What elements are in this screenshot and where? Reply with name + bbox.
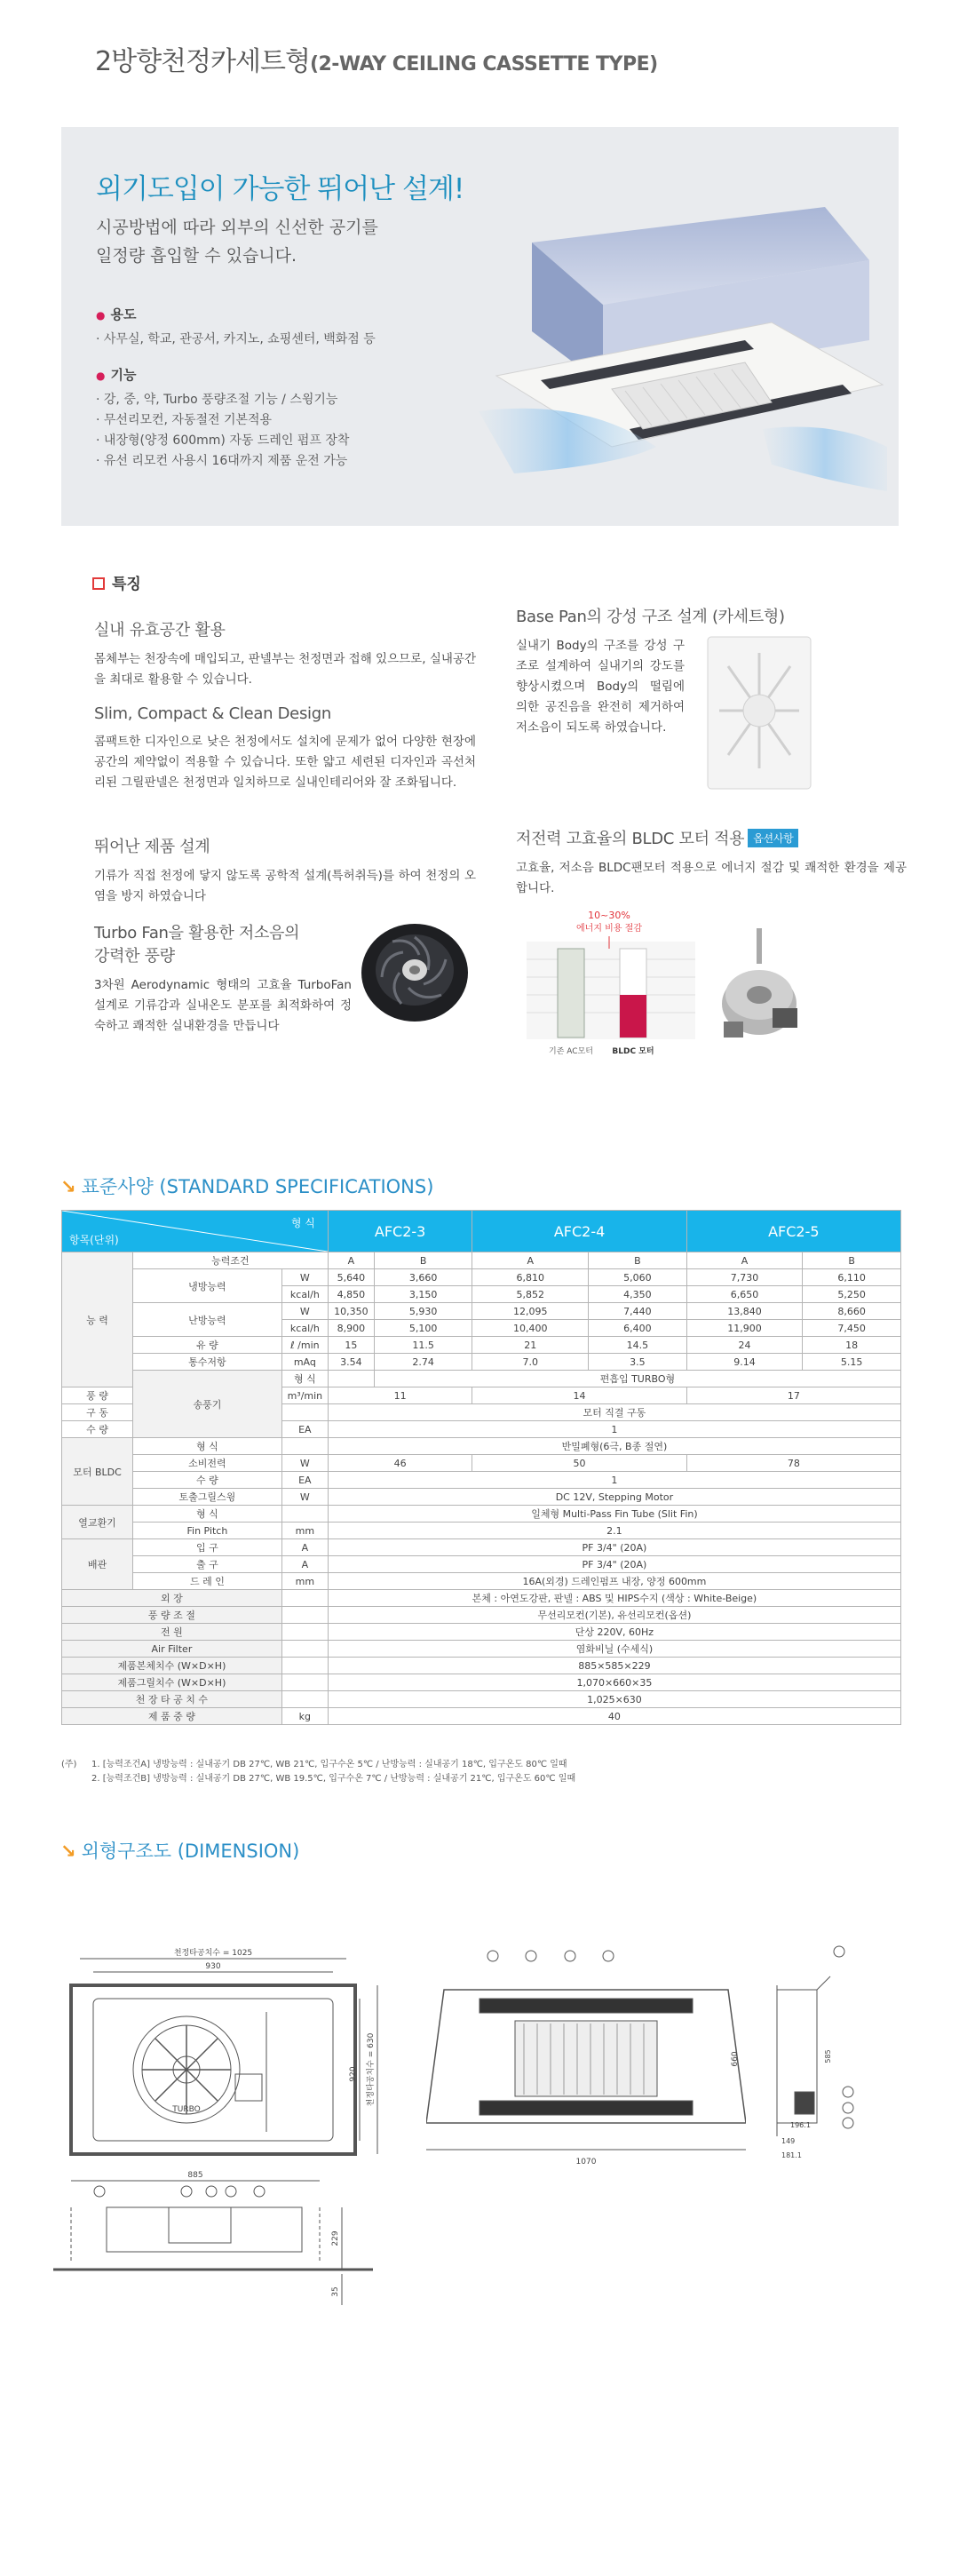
table-row: Air Filter 염화비닐 (수세식) — [62, 1641, 901, 1658]
table-row: 유 량 ℓ /min 15 11.5 21 14.5 24 18 — [62, 1337, 901, 1354]
hero-headline: 외기도입이 가능한 뛰어난 설계! — [96, 173, 464, 205]
feature-title: 저전력 고효율의 BLDC 모터 적용 옵션사항 — [516, 826, 907, 849]
model-header: AFC2-3 — [328, 1211, 472, 1252]
cassette-unit-image — [479, 207, 887, 509]
arrow-icon: ↘ — [60, 1176, 76, 1197]
feature-design — [94, 704, 476, 793]
bar-bldc-motor — [620, 995, 646, 1038]
spec-heading: ↘ 표준사양 (STANDARD SPECIFICATIONS) — [60, 1176, 434, 1197]
page-title-main: 2방향천정카세트형 — [95, 46, 310, 77]
spec-table — [61, 1210, 901, 1725]
bar-label-ac: 기존 AC모터 — [549, 1047, 593, 1056]
table-row: 소비전력 W 46 50 78 — [62, 1455, 901, 1472]
label-920: 920 — [349, 2066, 358, 2082]
label-885: 885 — [187, 2171, 203, 2180]
table-row: 제 품 중 량 kg 40 — [62, 1708, 901, 1725]
table-corner: 형 식 항목(단위) — [62, 1211, 329, 1252]
table-row: 모터 BLDC 형 식 반밀폐형(6극, B종 절연) — [62, 1438, 901, 1455]
table-row: 전 원 단상 220V, 60Hz — [62, 1624, 901, 1641]
table-row: 송풍기 형 식 편흡입 TURBO형 — [62, 1371, 901, 1387]
table-row: 냉방능력 W 5,640 3,660 6,810 5,060 7,730 6,110 — [62, 1269, 901, 1286]
table-row: 출 구 A PF 3/4" (20A) — [62, 1556, 901, 1573]
function-item: · 내장형(양정 600mm) 자동 드레인 펌프 장착 — [96, 433, 350, 448]
energy-saving-chart — [522, 906, 700, 1061]
callout-percent: 10~30% — [588, 910, 630, 921]
feature-engineering — [94, 834, 476, 907]
table-row: 풍 량 조 절 무선리모컨(기본), 유선리모컨(옵션) — [62, 1607, 901, 1624]
hero-desc-line-1: 시공방법에 따라 외부의 신선한 공기를 — [96, 218, 378, 237]
label-196: 196.1 — [790, 2121, 811, 2129]
note-2: 2. [능력조건B] 냉방능력 : 실내공기 DB 27℃, WB 19.5℃, 입구수온 7℃ / 난방능력 : 실내공기 21℃, 입구온도 60℃ 일때 — [91, 1774, 576, 1784]
table-row: 풍 량 m³/min 11 14 17 — [62, 1387, 901, 1404]
page-title — [95, 39, 658, 78]
function-item: · 강, 중, 약, Turbo 풍량조절 기능 / 스윙기능 — [96, 393, 338, 407]
use-block — [96, 305, 376, 350]
feature-title: Turbo Fan을 활용한 저소음의 — [94, 924, 300, 942]
table-row: kcal/h 8,900 5,100 10,400 6,400 11,900 7,450 — [62, 1320, 901, 1337]
function-item: · 유선 리모컨 사용시 16대까지 제품 운전 가능 — [96, 454, 348, 468]
note-label: (주) — [61, 1760, 77, 1769]
use-item: · 사무실, 학교, 관공서, 카지노, 쇼핑센터, 백화점 등 — [96, 332, 376, 346]
feature-desc: 기류가 직접 천정에 닿지 않도록 공학적 설계(특허취득)를 하여 천정의 오염을 방지 하였습니다 — [94, 869, 476, 903]
feature-desc: 실내기 Body의 구조를 강성 구조로 설계하여 실내기의 강도를 향상시켰으며 Body의 떨림에 의한 공진음을 완전히 제거하여 저소음이 되도록 하였습니다. — [516, 639, 685, 735]
feature-desc: 콤팩트한 디자인으로 낮은 천정에서도 설치에 문제가 없어 다양한 현장에 공간의 제약없이 적용할 수 있습니다. 또한 얇고 세련된 디자인과 곡선처리된 그릴판넬은 천정면과 일치하므로 실내인테리어와 잘 조화됩니다. — [94, 735, 476, 790]
function-title: ● 기능 — [96, 365, 349, 386]
bldc-motor-image — [710, 924, 808, 1057]
hero-banner — [61, 127, 899, 526]
feature-desc: 몸체부는 천장속에 매입되고, 판넬부는 천정면과 접해 있으므로, 실내공간을 최대로 활용할 수 있습니다. — [94, 652, 476, 687]
table-row: 수 량 EA 1 — [62, 1472, 901, 1489]
table-row: 구 동 모터 직결 구동 — [62, 1404, 901, 1421]
hero-description — [96, 213, 504, 270]
dimension-heading: ↘ 외형구조도 (DIMENSION) — [60, 1841, 300, 1862]
model-header: AFC2-5 — [686, 1211, 900, 1252]
label-229: 229 — [331, 2230, 340, 2246]
table-row: 배관 입 구 A PF 3/4" (20A) — [62, 1539, 901, 1556]
label-ceiling-depth: 천정타공치수 = 630 — [367, 2032, 376, 2107]
feature-space — [94, 617, 476, 690]
table-row: 통수저항 mAq 3.54 2.74 7.0 3.5 9.14 5.15 — [62, 1354, 901, 1371]
note-1: 1. [능력조건A] 냉방능력 : 실내공기 DB 27℃, WB 21℃, 입구수온 5℃ / 난방능력 : 실내공기 18℃, 입구온도 80℃ 일때 — [91, 1760, 567, 1769]
table-row: 제품본체치수 (W×D×H) 885×585×229 — [62, 1658, 901, 1674]
function-block — [96, 365, 349, 472]
table-row: 수 량 EA 1 — [62, 1421, 901, 1438]
features-heading: 특징 — [92, 571, 141, 593]
feature-desc: 3차원 Aerodynamic 형태의 고효율 TurboFan 설계로 기류감과 실내온도 분포를 최적화하여 정숙하고 쾌적한 실내환경을 만듭니다 — [94, 978, 352, 1033]
dimension-side-view — [764, 1941, 861, 2172]
model-header: AFC2-4 — [472, 1211, 686, 1252]
table-row: kcal/h 4,850 3,150 5,852 4,350 6,650 5,250 — [62, 1286, 901, 1303]
turbo-fan-image — [357, 915, 472, 1030]
feature-title: Slim, Compact & Clean Design — [94, 704, 331, 723]
arrow-icon: ↘ — [60, 1841, 76, 1862]
bar-ac-motor — [558, 949, 584, 1038]
table-row: 능 력 능력조건 A B A B A B — [62, 1252, 901, 1269]
table-row: 제품그릴치수 (W×D×H) 1,070×660×35 — [62, 1674, 901, 1691]
bar-label-bldc: BLDC 모터 — [612, 1047, 654, 1056]
label-turbo: TURBO — [172, 2105, 201, 2114]
label-585: 585 — [824, 2049, 832, 2063]
function-item: · 무선리모컨, 자동절전 기본적용 — [96, 413, 273, 427]
feature-desc: 고효율, 저소음 BLDC팬모터 적용으로 에너지 절감 및 쾌적한 환경을 제공합니다. — [516, 861, 907, 895]
table-row: 난방능력 W 10,350 5,930 12,095 7,440 13,840 8,660 — [62, 1303, 901, 1320]
feature-turbo-fan — [94, 920, 352, 1037]
option-badge: 옵션사항 — [748, 829, 798, 847]
feature-title: Base Pan의 강성 구조 설계 (카세트형) — [516, 608, 785, 626]
square-icon — [92, 577, 105, 590]
dimension-top-front-view — [53, 1941, 391, 2314]
feature-title: 실내 유효공간 활용 — [94, 621, 226, 640]
table-row: 외 장 본체 : 아연도강판, 판넬 : ABS 및 HIPS수지 (색상 : White-Beige) — [62, 1590, 901, 1607]
page-title-sub: (2-WAY CEILING CASSETTE TYPE) — [309, 53, 658, 76]
feature-title: 강력한 풍량 — [94, 947, 175, 966]
label-930: 930 — [205, 1962, 221, 1971]
label-1070: 1070 — [575, 2158, 597, 2167]
use-title: ● 용도 — [96, 305, 376, 326]
dimension-grill-view — [426, 1945, 746, 2212]
base-pan-image — [706, 635, 812, 791]
label-181: 181.1 — [781, 2151, 802, 2159]
table-row: Fin Pitch mm 2.1 — [62, 1523, 901, 1539]
label-35: 35 — [331, 2286, 340, 2297]
table-row: 드 레 인 mm 16A(외경) 드레인펌프 내장, 양정 600mm — [62, 1573, 901, 1590]
spec-notes — [61, 1758, 575, 1786]
feature-bldc — [516, 826, 907, 899]
label-149: 149 — [781, 2137, 796, 2145]
label-660: 660 — [731, 2051, 740, 2067]
feature-title: 뛰어난 제품 설계 — [94, 838, 210, 856]
callout-text: 에너지 비용 절감 — [576, 924, 642, 934]
hero-desc-line-2: 일정량 흡입할 수 있습니다. — [96, 246, 297, 266]
label-ceiling-width: 천정타공치수 = 1025 — [173, 1949, 253, 1958]
table-row: 천 장 타 공 치 수 1,025×630 — [62, 1691, 901, 1708]
table-row: 열교환기 형 식 일체형 Multi-Pass Fin Tube (Slit Fin) — [62, 1506, 901, 1523]
feature-basepan — [516, 604, 889, 738]
table-row: 토출그릴스윙 W DC 12V, Stepping Motor — [62, 1489, 901, 1506]
